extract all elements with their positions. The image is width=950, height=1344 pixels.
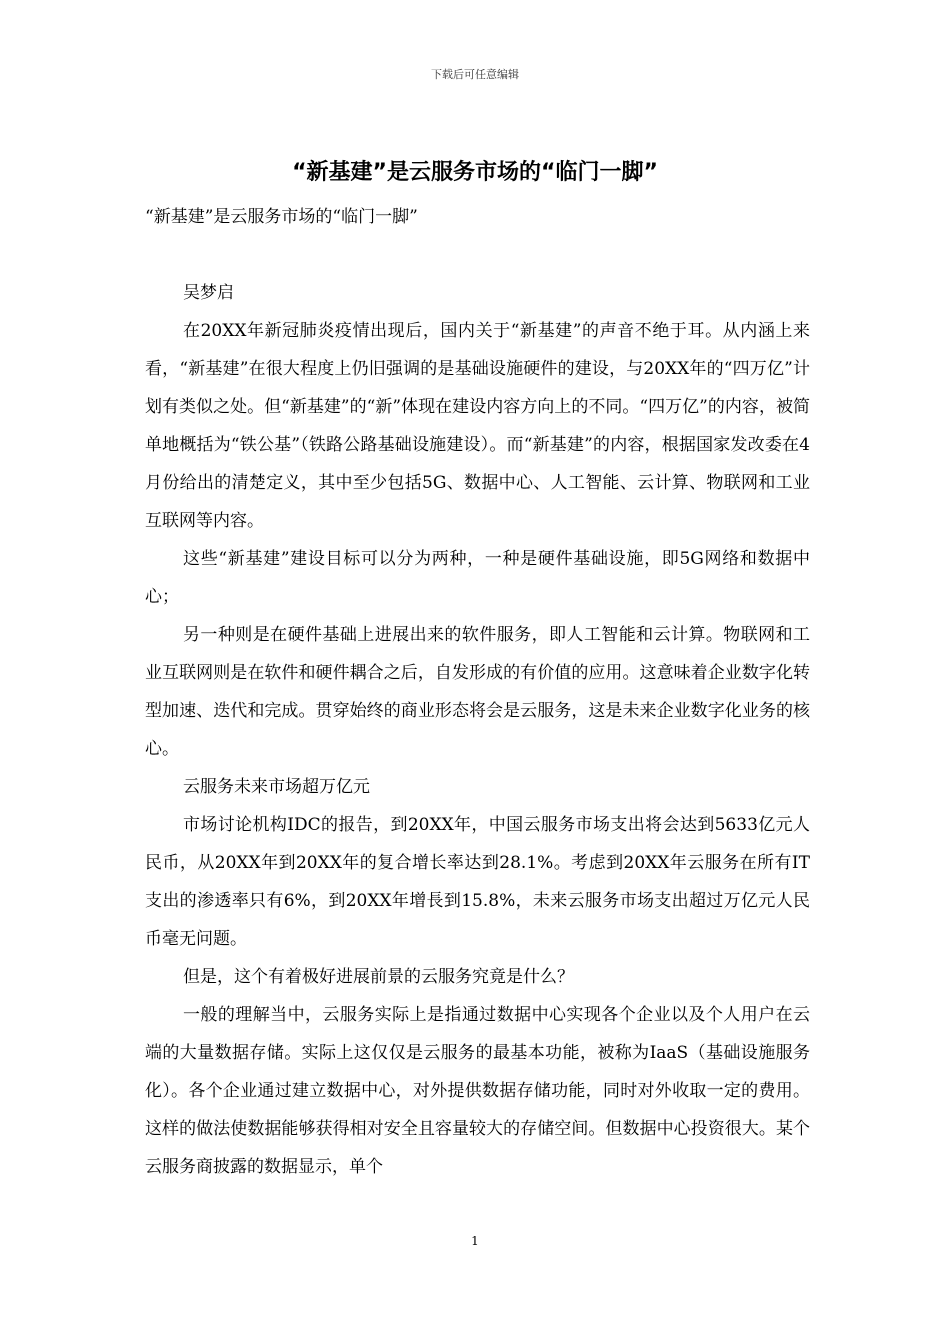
document-title: “新基建”是云服务市场的“临门一脚” (292, 160, 658, 185)
paragraph: 但是，这个有着极好进展前景的云服务究竟是什么？ (183, 967, 574, 987)
blank-line (145, 236, 810, 274)
subtitle: “新基建”是云服务市场的“临门一脚” (145, 207, 418, 227)
paragraph: 市场讨论机构IDC的报告，到20XX年，中国云服务市场支出将会达到5633亿元人民币，从20XX年到20XX年的复合增长率达到28.1%。考虑到20XX年云服务在所有IT支出的渗透率只有6%，到20XX年增長到15.8%，未来云服务市场支出超过万亿元人民币毫无问题。 (145, 815, 810, 949)
paragraph: 在20XX年新冠肺炎疫情出现后，国内关于“新基建”的声音不绝于耳。从内涵上来看，“新基建”在很大程度上仍旧强调的是基础设施硬件的建设，与20XX年的“四万亿”计划有类似之处。但“新基建”的“新”体现在建设内容方向上的不同。“四万亿”的内容，被简单地概括为“铁公基”（铁路公路基础设施建设）。而“新基建”的内容，根据国家发改委在4月份给出的清楚定义，其中至少包括5G、数据中心、人工智能、云计算、物联网和工业互联网等内容。 (145, 321, 810, 531)
section-heading: 云服务未来市场超万亿元 (183, 777, 370, 797)
paragraph: 另一种则是在硬件基础上进展出来的软件服务，即人工智能和云计算。物联网和工业互联网则是在软件和硬件耦合之后，自发形成的有价值的应用。这意味着企业数字化转型加速、迭代和完成。贯穿始终的商业形态将会是云服务，这是未来企业数字化业务的核心。 (145, 625, 810, 759)
document-body (145, 198, 810, 1186)
paragraph: 这些“新基建”建设目标可以分为两种，一种是硬件基础设施，即5G网络和数据中心； (145, 549, 810, 607)
paragraph: 一般的理解当中，云服务实际上是指通过数据中心实现各个企业以及个人用户在云端的大量数据存储。实际上这仅仅是云服务的最基本功能，被称为IaaS（基础设施服务化）。各个企业通过建立数据中心，对外提供数据存储功能，同时对外收取一定的费用。这样的做法使数据能够获得相对安全且容量较大的存储空间。但数据中心投资很大。某个云服务商披露的数据显示，单个 (145, 1005, 810, 1177)
header-note: 下载后可任意编辑 (431, 68, 519, 81)
page-number: 1 (471, 1234, 479, 1248)
author-line: 吴梦启 (183, 283, 234, 303)
